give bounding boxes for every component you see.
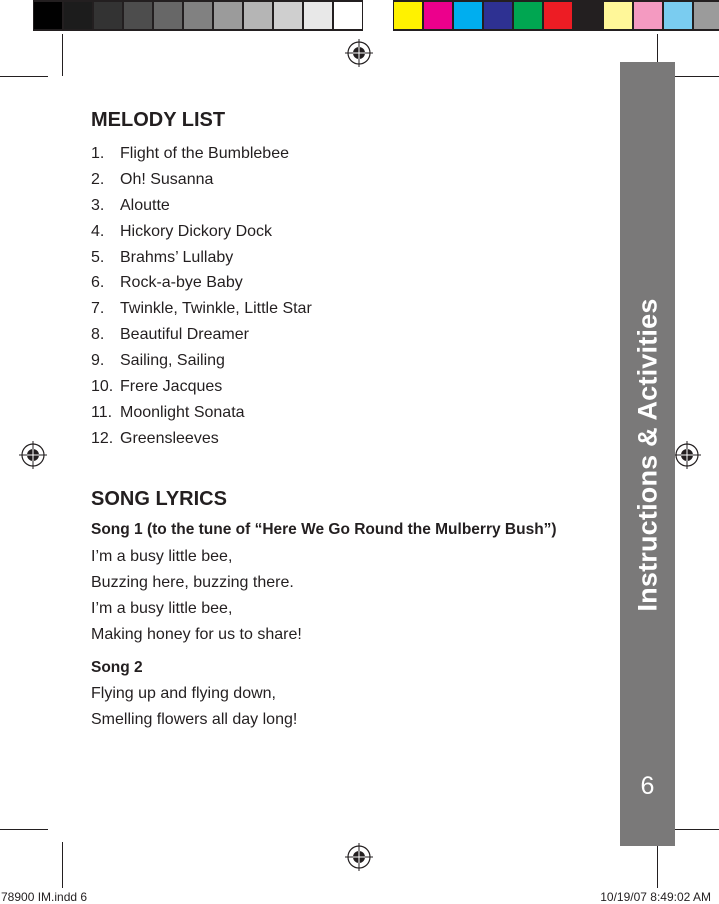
song-2-lyrics (91, 681, 297, 733)
color-swatch (363, 0, 393, 31)
melody-list-item (91, 400, 312, 426)
lyric-line: Buzzing here, buzzing there. (91, 574, 294, 591)
melody-number: 8. (91, 326, 105, 344)
melody-number: 6. (91, 274, 105, 292)
color-swatch (33, 0, 63, 31)
registration-mark-icon (345, 39, 373, 67)
printer-color-bar (33, 0, 719, 31)
color-swatch (153, 0, 183, 31)
melody-title: Rock-a-bye Baby (120, 274, 243, 292)
melody-number: 4. (91, 222, 105, 240)
color-swatch (333, 0, 363, 31)
melody-number: 1. (91, 145, 105, 162)
melody-title: Brahms’ Lullaby (120, 248, 234, 266)
melody-number: 10. (91, 378, 114, 396)
melody-title: Greensleeves (120, 429, 219, 447)
melody-title: Hickory Dickory Dock (120, 222, 273, 240)
color-swatch (483, 0, 513, 31)
melody-list-item (91, 245, 312, 271)
melody-number: 11. (91, 403, 113, 421)
crop-mark (0, 829, 48, 830)
color-swatch (693, 0, 719, 31)
lyric-line: I’m a busy little bee, (91, 600, 233, 617)
footer-file-slug: 78900 IM.indd 6 (1, 890, 88, 904)
crop-mark (62, 34, 63, 76)
side-tab-title (620, 62, 675, 846)
melody-list (91, 141, 312, 452)
lyric-line: Smelling flowers all day long! (91, 711, 298, 728)
color-swatch (63, 0, 93, 31)
page-number: 6 (640, 772, 655, 800)
color-swatch (303, 0, 333, 31)
color-swatch (273, 0, 303, 31)
melody-title: Twinkle, Twinkle, Little Star (120, 300, 312, 318)
melody-title: Beautiful Dreamer (120, 326, 249, 344)
registration-mark-icon (345, 843, 373, 871)
melody-list-item (91, 348, 312, 374)
melody-number: 2. (91, 170, 105, 188)
melody-number: 3. (91, 196, 105, 214)
melody-number: 7. (91, 300, 105, 318)
color-swatch (213, 0, 243, 31)
color-swatch (603, 0, 633, 31)
melody-list-item (91, 167, 312, 193)
melody-list-item (91, 219, 312, 245)
color-swatch (93, 0, 123, 31)
side-tab-title-text: Instructions & Activities (632, 298, 662, 612)
side-tab (620, 62, 675, 846)
melody-list-heading: MELODY LIST (91, 109, 226, 131)
crop-mark (671, 76, 719, 77)
melody-number: 9. (91, 352, 105, 370)
melody-title: Moonlight Sonata (120, 403, 245, 421)
crop-mark (671, 829, 719, 830)
song-2-title: Song 2 (91, 659, 143, 676)
melody-title: Sailing, Sailing (120, 352, 225, 370)
crop-mark (657, 842, 658, 888)
song-1-lyrics (91, 544, 302, 648)
footer-timestamp: 10/19/07 8:49:02 AM (600, 890, 711, 904)
lyric-line: Flying up and flying down, (91, 685, 276, 702)
color-swatch (543, 0, 573, 31)
color-swatch (633, 0, 663, 31)
melody-list-item (91, 141, 312, 167)
color-swatch (123, 0, 153, 31)
crop-mark (0, 76, 48, 77)
lyric-line: I’m a busy little bee, (91, 548, 233, 565)
melody-list-item (91, 374, 312, 400)
color-swatch (243, 0, 273, 31)
color-swatch (573, 0, 603, 31)
melody-title: Frere Jacques (120, 378, 223, 396)
melody-title: Oh! Susanna (120, 170, 214, 188)
color-swatch (513, 0, 543, 31)
color-swatch (423, 0, 453, 31)
melody-number: 5. (91, 248, 105, 266)
melody-list-item (91, 296, 312, 322)
melody-list-item (91, 193, 312, 219)
lyric-line: Making honey for us to share! (91, 626, 302, 643)
crop-mark (62, 842, 63, 888)
color-swatch (183, 0, 213, 31)
registration-mark-icon (673, 441, 701, 469)
melody-title: Aloutte (120, 196, 170, 214)
melody-title: Flight of the Bumblebee (120, 145, 289, 162)
song-lyrics-heading: SONG LYRICS (91, 488, 227, 510)
registration-mark-icon (19, 441, 47, 469)
color-swatch (453, 0, 483, 31)
melody-list-item (91, 322, 312, 348)
color-swatch (663, 0, 693, 31)
song-1-title: Song 1 (to the tune of “Here We Go Round the Mulberry Bush”) (91, 521, 557, 538)
melody-number: 12. (91, 429, 114, 447)
color-swatch (393, 0, 423, 31)
melody-list-item (91, 426, 312, 452)
melody-list-item (91, 270, 312, 296)
